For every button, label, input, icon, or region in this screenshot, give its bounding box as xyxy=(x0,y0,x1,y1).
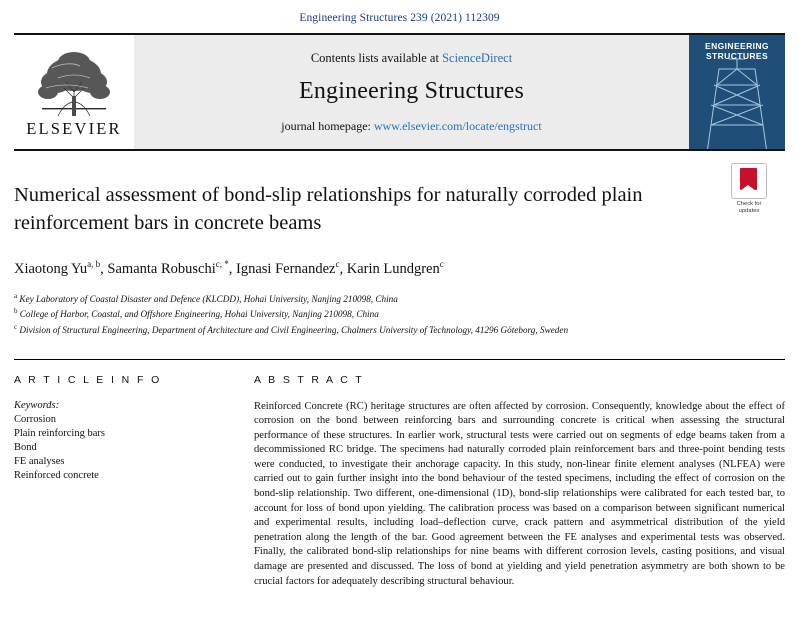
crossmark-label-line1: Check for xyxy=(736,201,762,207)
running-head: Engineering Structures 239 (2021) 112309 xyxy=(299,12,500,24)
journal-header-center xyxy=(134,35,689,149)
abstract-column xyxy=(232,374,785,590)
author-item xyxy=(107,261,236,277)
author-name: Karin Lundgren xyxy=(346,260,440,277)
publisher-name: ELSEVIER xyxy=(26,118,122,138)
author-item xyxy=(347,261,444,277)
author-name: Ignasi Fernandez xyxy=(236,260,336,277)
affiliation-text: Division of Structural Engineering, Department of Architecture and Civil Engineering, Chalmers University of Technology, 41296 Göteborg, Sweden xyxy=(19,325,569,336)
author-name: Samanta Robuschi xyxy=(107,260,216,277)
keyword-item: FE analyses xyxy=(14,455,65,467)
crossmark-label-line2: updates xyxy=(738,208,760,214)
author-affiliation-marks: c, * xyxy=(215,259,229,269)
author-separator: , xyxy=(100,260,108,277)
author-separator: , xyxy=(228,260,237,277)
keyword-item: Bond xyxy=(14,441,37,453)
article-info-column xyxy=(14,374,232,590)
abstract-text: Reinforced Concrete (RC) heritage structures are often affected by corrosion. Consequently, knowledge about the effect of corrosion on the bond between reinforcing bars and surrounding concrete is critical when assessing the structural performance of these structures. In earlier work, structural tests were carried out on segments of edge beams taken from a decommissioned RC bridge. The specimens had naturally corroded plain reinforcement bars and three-point bending tests were conducted, to investigate their anchorage capacity. In this study, non-linear finite element analyses (NLFEA) were carried out to gain further insight into the bond behaviour of the tested specimens, including the effect of corrosion on the bond-slip relationship. Two different, one-dimensional (1D), bond-slip relationships were calibrated for each tested bar, to account for loss of bond upon yielding. The calibration process was based on a comparison between significant numerical and experimental results, including load–deflection curve, crack pattern and asymmetrical distribution of the yield penetration along the length of the bar. Good agreement between the FE analyses and experimental tests was observed. Finally, the calibrated bond-slip relationships for nine beams with different corrosion levels, casting positions, and visual damage are presented and discussed. The loss of bond at yielding and yield penetration asymmetry are both shown to be crucial factors for adequately describing structural behaviour. xyxy=(254,400,785,587)
sciencedirect-link[interactable]: ScienceDirect xyxy=(442,50,513,65)
affiliation-item xyxy=(14,305,785,321)
keyword-item: Plain reinforcing bars xyxy=(14,427,105,439)
author-affiliation-marks: c xyxy=(439,259,444,269)
cover-title-line1: ENGINEERING xyxy=(705,41,769,51)
publisher-logo xyxy=(14,35,134,149)
cover-title xyxy=(689,41,785,61)
affiliation-item xyxy=(14,321,785,337)
affiliation-mark: b xyxy=(14,307,18,316)
journal-title: Engineering Structures xyxy=(298,77,524,104)
journal-cover-thumbnail xyxy=(689,35,785,149)
abstract-heading: A B S T R A C T xyxy=(254,373,365,386)
author-affiliation-marks: a, b xyxy=(87,259,101,269)
author-affiliation-marks: c xyxy=(335,259,340,269)
title-block xyxy=(14,181,785,237)
crossmark-label xyxy=(721,201,777,215)
affiliation-list xyxy=(14,290,785,337)
keywords-list xyxy=(14,413,214,483)
affiliation-item xyxy=(14,290,785,306)
homepage-prefix: journal homepage: xyxy=(281,118,371,133)
contents-prefix: Contents lists available at xyxy=(310,50,439,65)
keyword-item: Corrosion xyxy=(14,413,56,425)
contents-available-line xyxy=(311,51,512,66)
section-divider xyxy=(14,359,785,360)
affiliation-text: Key Laboratory of Coastal Disaster and Defence (KLCDD), Hohai University, Nanjing 210098, China xyxy=(19,293,398,304)
author-separator: , xyxy=(339,260,347,277)
keyword-item: Reinforced concrete xyxy=(14,469,99,481)
crossmark-icon xyxy=(731,163,767,199)
page-title: Numerical assessment of bond-slip relationships for naturally corroded plain reinforcement bars in concrete beams xyxy=(14,184,643,234)
author-list xyxy=(14,259,785,278)
author-item xyxy=(14,261,107,277)
journal-homepage-line xyxy=(281,119,541,134)
author-name: Xiaotong Yu xyxy=(14,260,88,277)
homepage-url-link[interactable]: www.elsevier.com/locate/engstruct xyxy=(373,118,542,133)
journal-masthead xyxy=(14,33,785,151)
article-body xyxy=(14,374,785,590)
affiliation-mark: c xyxy=(14,322,18,331)
elsevier-tree-icon xyxy=(28,46,120,118)
crossmark-badge[interactable] xyxy=(721,163,777,215)
affiliation-mark: a xyxy=(14,291,18,300)
affiliation-text: College of Harbor, Coastal, and Offshore Engineering, Hohai University, Nanjing 210098, China xyxy=(19,309,379,320)
article-info-heading: A R T I C L E I N F O xyxy=(14,373,162,386)
keywords-label: Keywords: xyxy=(14,399,60,411)
cover-title-line2: STRUCTURES xyxy=(705,51,769,61)
author-item xyxy=(236,261,347,277)
